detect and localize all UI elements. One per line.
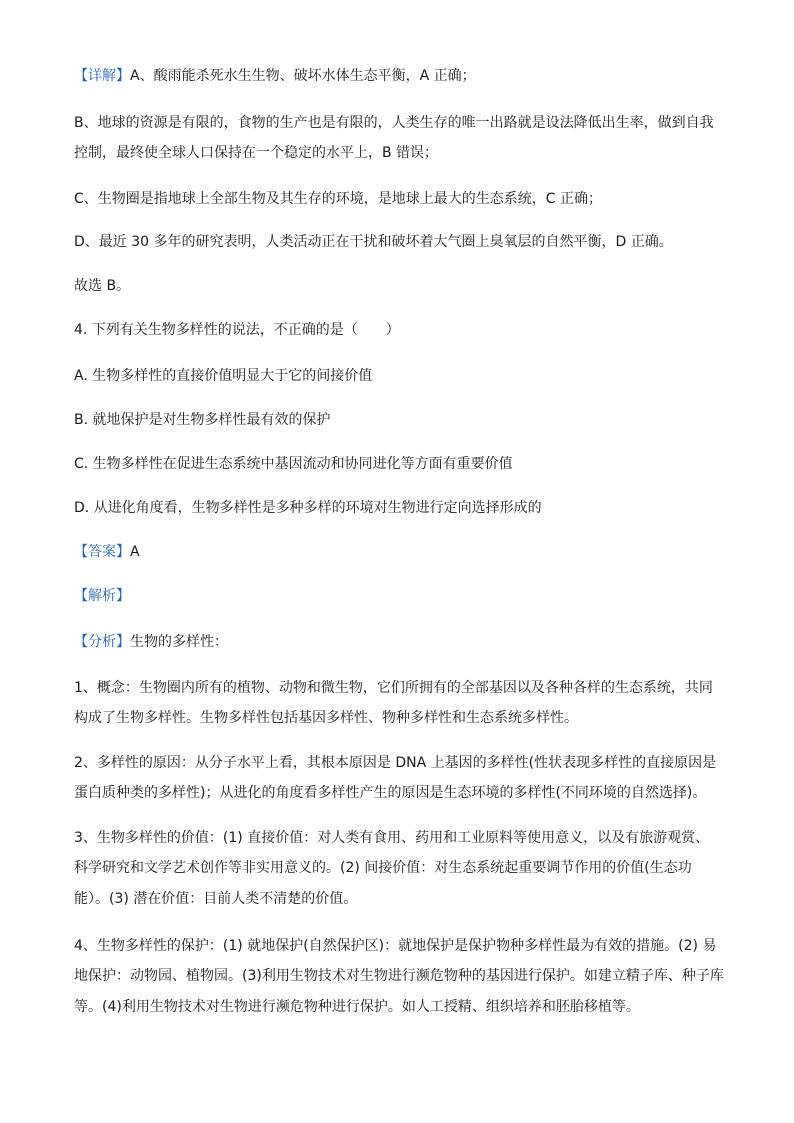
analysis-p3-line-2: 科学研究和文学艺术创作等非实用意义的。(2) 间接价值：对生态系统起重要调节作用的价值(生态功 [74, 860, 692, 876]
option-d: D. 从进化角度看，生物多样性是多种多样的环境对生物进行定向选择形成的 [74, 500, 542, 516]
detail-b-line-2: 控制，最终使全球人口保持在一个稳定的水平上，B 错误； [74, 145, 439, 161]
analysis-intro: 生物的多样性： [130, 634, 228, 650]
analysis-p1-line-2: 构成了生物多样性。生物多样性包括基因多样性、物种多样性和生态系统多样性。 [74, 710, 578, 726]
analysis-p2-line-1: 2、多样性的原因：从分子水平上看，其根本原因是 DNA 上基因的多样性(性状表现多样性的直接原因是 [74, 755, 717, 771]
analysis-sub-tag: 【分析】 [74, 634, 130, 650]
analysis-p3-line-1: 3、生物多样性的价值：(1) 直接价值：对人类有食用、药用和工业原料等使用意义，以及有旅游观赏、 [74, 830, 710, 846]
detail-d-line: D、最近 30 多年的研究表明，人类活动正在干扰和破坏着大气圈上臭氧层的自然平衡，D 正确。 [74, 234, 673, 250]
answer-value: A [130, 544, 140, 560]
analysis-p2-line-2: 蛋白质种类的多样性)；从进化的角度看多样性产生的原因是生态环境的多样性(不同环境的自然选择)。 [74, 785, 707, 801]
analysis-p4-line-2: 地保护：动物园、植物园。(3)利用生物技术对生物进行濒危物种的基因进行保护。如建立精子库、种子库 [74, 968, 724, 984]
analysis-p1-line-1: 1、概念：生物圈内所有的植物、动物和微生物，它们所拥有的全部基因以及各种各样的生态系统，共同 [74, 680, 713, 696]
option-c: C. 生物多样性在促进生态系统中基因流动和协同进化等方面有重要价值 [74, 456, 513, 472]
analysis-p3-line-3: 能）。(3) 潜在价值：目前人类不清楚的价值。 [74, 891, 358, 907]
answer-line [74, 542, 724, 562]
detail-c-line: C、生物圈是指地球上全部生物及其生存的环境，是地球上最大的生态系统，C 正确； [74, 191, 602, 207]
detail-a-text: A、酸雨能杀死水生生物、破坏水体生态平衡，A 正确； [130, 68, 476, 84]
detail-b-line-1: B、地球的资源是有限的，食物的生产也是有限的，人类生存的唯一出路就是设法降低出生率，做到自我 [74, 115, 714, 131]
analysis-p4-line-1: 4、生物多样性的保护：(1) 就地保护(自然保护区)：就地保护是保护物种多样性最为有效的措施。(2) 易 [74, 938, 717, 954]
question-stem: 4. 下列有关生物多样性的说法，不正确的是（ ） [74, 322, 400, 338]
detail-choice-line: 故选 B。 [74, 278, 131, 294]
analysis-p4-line-3: 等。(4)利用生物技术对生物进行濒危物种进行保护。如人工授精、组织培养和胚胎移植等。 [74, 999, 640, 1015]
answer-tag: 【答案】 [74, 544, 130, 560]
analysis-intro-line [74, 632, 724, 652]
detail-tag: 【详解】 [74, 68, 130, 84]
option-a: A. 生物多样性的直接价值明显大于它的间接价值 [74, 368, 373, 384]
detail-a-line [74, 66, 724, 86]
analysis-tag: 【解析】 [74, 588, 130, 604]
option-b: B. 就地保护是对生物多样性最有效的保护 [74, 412, 331, 428]
